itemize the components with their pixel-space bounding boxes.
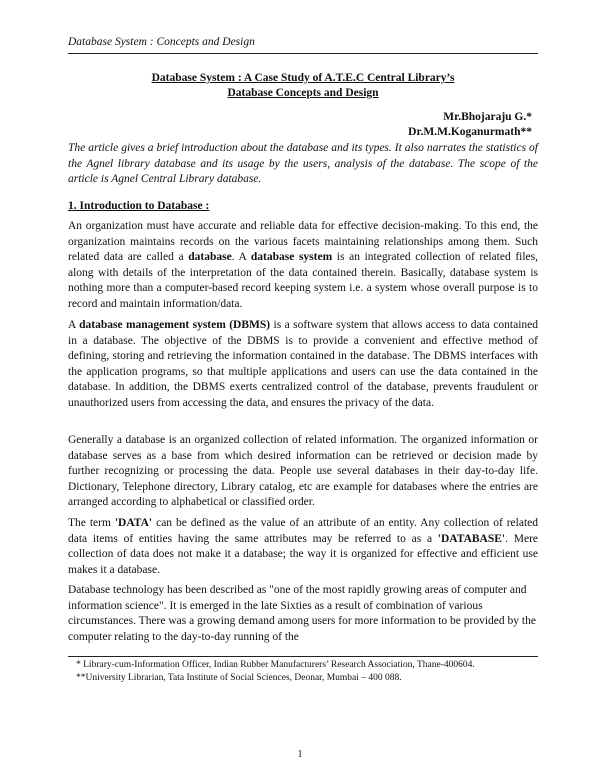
- abstract: The article gives a brief introduction about the database and its types. It also narrates the statistics of the Agnel library database and its usage by the users, analysis of the database. The scope of the article is Agnel Central Library database.: [68, 142, 538, 185]
- paragraph-2: A database management system (DBMS) is a software system that allows access to data contained in a database. The objective of the DBMS is to provide a convenient and effective method of defining, storing and retrieving the information contained in the database. The DBMS interfaces with the application programs, so that multiple applications and users can use the data contained in the database. In addition, the DBMS exerts centralized control of the database, prevents fraudulent or unauthorized users from accessing the data, and ensures the privacy of the data.: [68, 319, 538, 409]
- header-rule: [68, 53, 538, 54]
- paragraph-5: Database technology has been described as "one of the most rapidly growing areas of computer and information science". It is emerged in the late Sixties as a result of combination of various circumstances. There was a growing demand among users for more information to be provided by the computer relating to the day-to-day running of the: [68, 584, 536, 643]
- term-data: 'DATA': [114, 517, 153, 529]
- paragraph-4: The term 'DATA' can be defined as the value of an attribute of an entity. Any collection of related data items of entities having the same attributes may be referred to as a 'DATABASE'. Mere collection of data does not make it a database; the way it is organized for effective and efficient use makes it a database.: [68, 517, 539, 576]
- paragraph-3: Generally a database is an organized collection of related information. The organized information or database serves as a base from which desired information can be retrieved or decision made by further recognizing or processing the data. People use several databases in their day-to-day life. Dictionary, Telephone directory, Library catalog, etc are example for databases where the entries are arranged according to alphabetical or classified order.: [68, 434, 538, 508]
- running-head: Database System : Concepts and Design: [68, 36, 255, 48]
- footnote-2: **University Librarian, Tata Institute of Social Sciences, Deonar, Mumbai – 400 088.: [76, 673, 402, 683]
- term-database: database: [188, 251, 232, 263]
- term-database-system: database system: [250, 251, 333, 263]
- page-number: 1: [297, 749, 303, 760]
- section-heading: 1. Introduction to Database :: [68, 200, 210, 212]
- article-title-line-1: Database System : A Case Study of A.T.E.C Central Library’s: [151, 72, 455, 84]
- term-dbms: database management system (DBMS): [79, 319, 271, 331]
- article-title-line-2: Database Concepts and Design: [227, 87, 379, 99]
- paragraph-1: An organization must have accurate and reliable data for effective decision-making. To this end, the organization maintains records on the various facets maintaining relationships among them. Such related data are called a database. A database system is an integrated collection of related files, along with details of the interpretation of the data contained therein. Basically, database system is nothing more than a computer-based record keeping system i.e. a system whose overall purpose is to record and maintain information/data.: [68, 220, 539, 310]
- term-database-quoted: 'DATABASE': [437, 532, 506, 545]
- footnote-rule: [68, 656, 538, 657]
- author-2: Dr.M.M.Koganurmath**: [408, 126, 532, 138]
- footnote-1: * Library-cum-Information Officer, Indian Rubber Manufacturers’ Research Association, Thane-400604.: [76, 660, 475, 670]
- author-1: Mr.Bhojaraju G.*: [443, 111, 532, 123]
